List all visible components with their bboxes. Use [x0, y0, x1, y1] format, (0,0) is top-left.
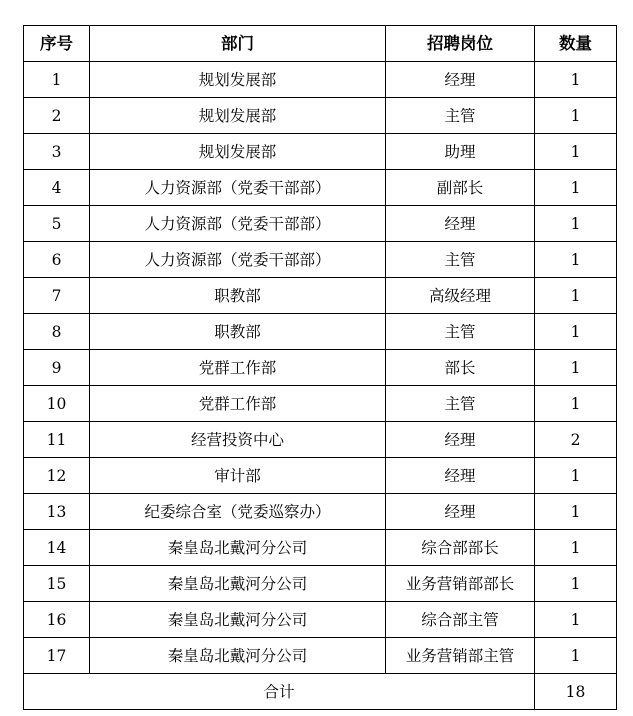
recruitment-table [23, 25, 617, 710]
cell-position: 经理 [386, 494, 535, 530]
cell-department: 规划发展部 [90, 134, 386, 170]
cell-department: 经营投资中心 [90, 422, 386, 458]
cell-count: 2 [535, 422, 617, 458]
header-position: 招聘岗位 [386, 26, 535, 62]
cell-position: 副部长 [386, 170, 535, 206]
cell-department: 党群工作部 [90, 386, 386, 422]
cell-count: 1 [535, 278, 617, 314]
cell-count: 1 [535, 314, 617, 350]
header-row [24, 26, 617, 62]
header-count: 数量 [535, 26, 617, 62]
cell-position: 主管 [386, 242, 535, 278]
header-no: 序号 [24, 26, 90, 62]
cell-count: 1 [535, 98, 617, 134]
cell-count: 1 [535, 494, 617, 530]
cell-count: 1 [535, 62, 617, 98]
table-row [24, 206, 617, 242]
cell-count: 1 [535, 350, 617, 386]
cell-no: 5 [24, 206, 90, 242]
cell-department: 职教部 [90, 278, 386, 314]
cell-department: 秦皇岛北戴河分公司 [90, 638, 386, 674]
cell-department: 纪委综合室（党委巡察办） [90, 494, 386, 530]
table-row [24, 638, 617, 674]
cell-department: 秦皇岛北戴河分公司 [90, 530, 386, 566]
cell-count: 1 [535, 170, 617, 206]
cell-position: 主管 [386, 386, 535, 422]
cell-position: 主管 [386, 314, 535, 350]
cell-position: 主管 [386, 98, 535, 134]
cell-position: 助理 [386, 134, 535, 170]
cell-position: 业务营销部部长 [386, 566, 535, 602]
cell-position: 部长 [386, 350, 535, 386]
cell-no: 15 [24, 566, 90, 602]
cell-no: 10 [24, 386, 90, 422]
cell-count: 1 [535, 134, 617, 170]
cell-position: 经理 [386, 206, 535, 242]
cell-department: 人力资源部（党委干部部） [90, 170, 386, 206]
cell-count: 1 [535, 530, 617, 566]
cell-no: 7 [24, 278, 90, 314]
table-row [24, 242, 617, 278]
cell-no: 11 [24, 422, 90, 458]
table-row [24, 566, 617, 602]
table-body [24, 62, 617, 710]
cell-no: 6 [24, 242, 90, 278]
cell-department: 规划发展部 [90, 98, 386, 134]
cell-count: 1 [535, 602, 617, 638]
table-row [24, 134, 617, 170]
cell-count: 1 [535, 242, 617, 278]
cell-count: 1 [535, 206, 617, 242]
cell-no: 1 [24, 62, 90, 98]
cell-department: 人力资源部（党委干部部） [90, 206, 386, 242]
cell-department: 审计部 [90, 458, 386, 494]
table-row [24, 530, 617, 566]
cell-position: 经理 [386, 458, 535, 494]
cell-no: 3 [24, 134, 90, 170]
header-department: 部门 [90, 26, 386, 62]
table-row [24, 278, 617, 314]
cell-position: 经理 [386, 62, 535, 98]
table-row [24, 314, 617, 350]
total-label: 合计 [24, 674, 535, 710]
cell-position: 经理 [386, 422, 535, 458]
cell-department: 人力资源部（党委干部部） [90, 242, 386, 278]
cell-no: 16 [24, 602, 90, 638]
table-row [24, 170, 617, 206]
cell-count: 1 [535, 386, 617, 422]
cell-no: 17 [24, 638, 90, 674]
cell-position: 业务营销部主管 [386, 638, 535, 674]
cell-position: 高级经理 [386, 278, 535, 314]
cell-department: 秦皇岛北戴河分公司 [90, 566, 386, 602]
cell-no: 13 [24, 494, 90, 530]
cell-department: 秦皇岛北戴河分公司 [90, 602, 386, 638]
total-row [24, 674, 617, 710]
table-row [24, 494, 617, 530]
cell-position: 综合部主管 [386, 602, 535, 638]
cell-count: 1 [535, 458, 617, 494]
cell-no: 8 [24, 314, 90, 350]
table-row [24, 458, 617, 494]
cell-count: 1 [535, 566, 617, 602]
cell-department: 党群工作部 [90, 350, 386, 386]
table-row [24, 62, 617, 98]
cell-department: 规划发展部 [90, 62, 386, 98]
cell-no: 2 [24, 98, 90, 134]
cell-no: 9 [24, 350, 90, 386]
table-row [24, 386, 617, 422]
cell-position: 综合部部长 [386, 530, 535, 566]
table-row [24, 98, 617, 134]
table-row [24, 350, 617, 386]
cell-no: 12 [24, 458, 90, 494]
table-row [24, 602, 617, 638]
cell-count: 1 [535, 638, 617, 674]
total-count: 18 [535, 674, 617, 710]
cell-no: 4 [24, 170, 90, 206]
cell-department: 职教部 [90, 314, 386, 350]
cell-no: 14 [24, 530, 90, 566]
table-row [24, 422, 617, 458]
